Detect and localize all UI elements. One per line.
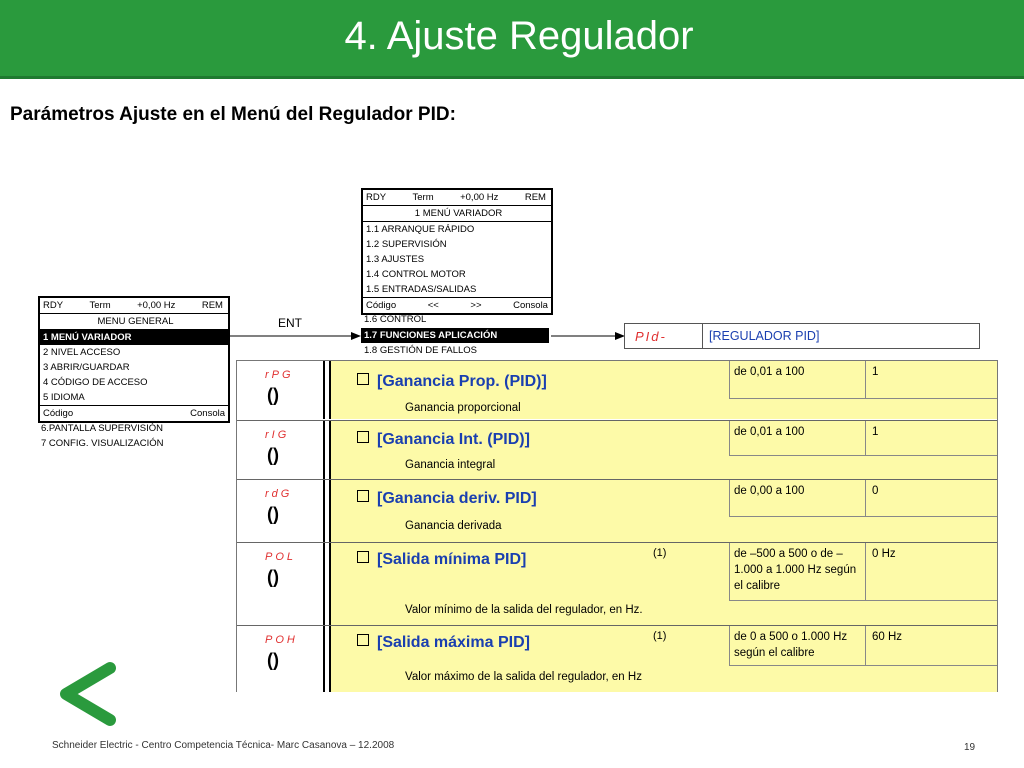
param-name-text: [Ganancia Prop. (PID)] xyxy=(377,373,547,390)
divider xyxy=(323,421,331,479)
slide-title: 4. Ajuste Regulador xyxy=(344,14,694,58)
param-code: rdG xyxy=(265,488,293,500)
param-name-text: [Ganancia deriv. PID] xyxy=(377,490,537,507)
divider xyxy=(323,480,331,542)
param-code: POH xyxy=(265,634,298,646)
adjust-knob-icon: () xyxy=(267,385,279,405)
param-range: de 0 a 500 o 1.000 Hz según el calibre xyxy=(729,626,865,666)
status-rem: REM xyxy=(524,192,546,203)
param-name[interactable] xyxy=(357,490,537,508)
param-code: POL xyxy=(265,551,297,563)
footer-next[interactable]: >> xyxy=(470,300,482,311)
param-description: Ganancia integral xyxy=(405,459,496,471)
footer-codigo[interactable]: Código xyxy=(366,300,397,311)
menu-variador-display xyxy=(361,188,553,315)
param-code-cell xyxy=(237,421,324,479)
menu-item-arranque-rapido[interactable]: 1.1 ARRANQUE RÁPIDO xyxy=(366,224,475,235)
checkbox-icon xyxy=(357,551,369,563)
param-note: (1) xyxy=(653,547,667,559)
param-row-rdg xyxy=(237,479,997,542)
param-range: de 0,01 a 100 xyxy=(729,421,865,456)
param-name[interactable] xyxy=(357,373,547,391)
param-default: 0 Hz xyxy=(865,543,997,601)
param-description: Ganancia proporcional xyxy=(405,402,521,414)
menu-variador-title: 1 MENÚ VARIADOR xyxy=(363,206,551,222)
menu-item-control[interactable]: 1.6 CONTROL xyxy=(364,314,427,325)
menu-item-config-visualizacion[interactable]: 7 CONFIG. VISUALIZACIÓN xyxy=(41,438,164,449)
pid-label: [REGULADOR PID] xyxy=(709,329,820,343)
param-code-cell xyxy=(237,543,324,625)
param-code-cell xyxy=(237,626,324,692)
menu-variador-footer xyxy=(363,297,551,313)
footer-consola[interactable]: Consola xyxy=(513,300,548,311)
chevron-left-icon[interactable] xyxy=(54,660,118,728)
param-name[interactable] xyxy=(357,634,530,652)
param-default: 60 Hz xyxy=(865,626,997,666)
param-default: 0 xyxy=(865,480,997,517)
menu-general-display xyxy=(38,296,230,423)
pid-parameter-table xyxy=(236,360,998,692)
param-description: Valor máximo de la salida del regulador, en Hz xyxy=(405,671,642,683)
status-term: Term xyxy=(89,300,111,311)
param-code: rPG xyxy=(265,369,294,381)
checkbox-icon xyxy=(357,490,369,502)
status-freq: +0,00 Hz xyxy=(460,192,499,203)
page-number: 19 xyxy=(964,742,976,753)
param-range: de 0,01 a 100 xyxy=(729,361,865,399)
param-name[interactable] xyxy=(357,431,530,449)
divider xyxy=(323,361,331,419)
menu-item-pantalla-supervision[interactable]: 6.PANTALLA SUPERVISIÓN xyxy=(41,423,163,434)
footer-text: Schneider Electric - Centro Competencia Técnica- Marc Casanova – 12.2008 xyxy=(52,740,395,751)
param-code-cell xyxy=(237,361,324,419)
adjust-knob-icon: () xyxy=(267,504,279,524)
adjust-knob-icon: () xyxy=(267,445,279,465)
status-rdy: RDY xyxy=(43,300,64,311)
param-description: Ganancia derivada xyxy=(405,520,502,532)
param-name-text: [Salida máxima PID] xyxy=(377,634,530,651)
footer-consola[interactable]: Consola xyxy=(190,408,225,419)
param-note: (1) xyxy=(653,630,667,642)
checkbox-icon xyxy=(357,634,369,646)
param-range: de 0,00 a 100 xyxy=(729,480,865,517)
status-rdy: RDY xyxy=(366,192,387,203)
menu-item-idioma[interactable]: 5 IDIOMA xyxy=(43,392,85,403)
pid-submenu[interactable] xyxy=(624,323,980,349)
menu-item-control-motor[interactable]: 1.4 CONTROL MOTOR xyxy=(366,269,466,280)
divider xyxy=(323,626,331,692)
checkbox-icon xyxy=(357,431,369,443)
menu-item-ajustes[interactable]: 1.3 AJUSTES xyxy=(366,254,425,265)
menu-item-abrir-guardar[interactable]: 3 ABRIR/GUARDAR xyxy=(43,362,130,373)
param-row-rpg xyxy=(237,361,997,419)
param-name[interactable] xyxy=(357,551,526,569)
menu-item-gestion-fallos[interactable]: 1.8 GESTIÓN DE FALLOS xyxy=(364,345,477,356)
param-default: 1 xyxy=(865,361,997,399)
status-rem: REM xyxy=(201,300,223,311)
param-description: Valor mínimo de la salida del regulador, en Hz. xyxy=(405,604,643,616)
menu-general-title: MENU GENERAL xyxy=(40,314,228,330)
menu-item-entradas-salidas[interactable]: 1.5 ENTRADAS/SALIDAS xyxy=(366,284,477,295)
param-default: 1 xyxy=(865,421,997,456)
menu-item-codigo-acceso[interactable]: 4 CÓDIGO DE ACCESO xyxy=(43,377,148,388)
status-term: Term xyxy=(412,192,434,203)
footer-prev[interactable]: << xyxy=(427,300,439,311)
ent-label: ENT xyxy=(278,316,302,330)
divider xyxy=(323,543,331,625)
footer-codigo[interactable]: Código xyxy=(43,408,74,419)
param-row-poh xyxy=(237,625,997,692)
checkbox-icon xyxy=(357,373,369,385)
param-name-text: [Salida mínima PID] xyxy=(377,551,527,568)
status-line xyxy=(40,298,228,314)
param-row-pol xyxy=(237,542,997,625)
menu-item-variador[interactable]: 1 MENÚ VARIADOR xyxy=(40,330,228,345)
pid-code: PId- xyxy=(625,324,703,348)
param-code: rIG xyxy=(265,429,290,441)
param-code-cell xyxy=(237,480,324,542)
adjust-knob-icon: () xyxy=(267,567,279,587)
menu-item-supervision[interactable]: 1.2 SUPERVISIÓN xyxy=(366,239,447,250)
menu-item-nivel-acceso[interactable]: 2 NIVEL ACCESO xyxy=(43,347,121,358)
adjust-knob-icon: () xyxy=(267,650,279,670)
slide-subtitle: Parámetros Ajuste en el Menú del Regulador PID: xyxy=(10,104,456,125)
param-name-text: [Ganancia Int. (PID)] xyxy=(377,431,530,448)
menu-general-footer xyxy=(40,405,228,421)
param-row-rig xyxy=(237,420,997,479)
menu-item-funciones-aplicacion[interactable]: 1.7 FUNCIONES APLICACIÓN xyxy=(361,328,549,343)
status-line xyxy=(363,190,551,206)
param-range: de –500 a 500 o de –1.000 a 1.000 Hz según el calibre xyxy=(729,543,865,601)
status-freq: +0,00 Hz xyxy=(137,300,176,311)
